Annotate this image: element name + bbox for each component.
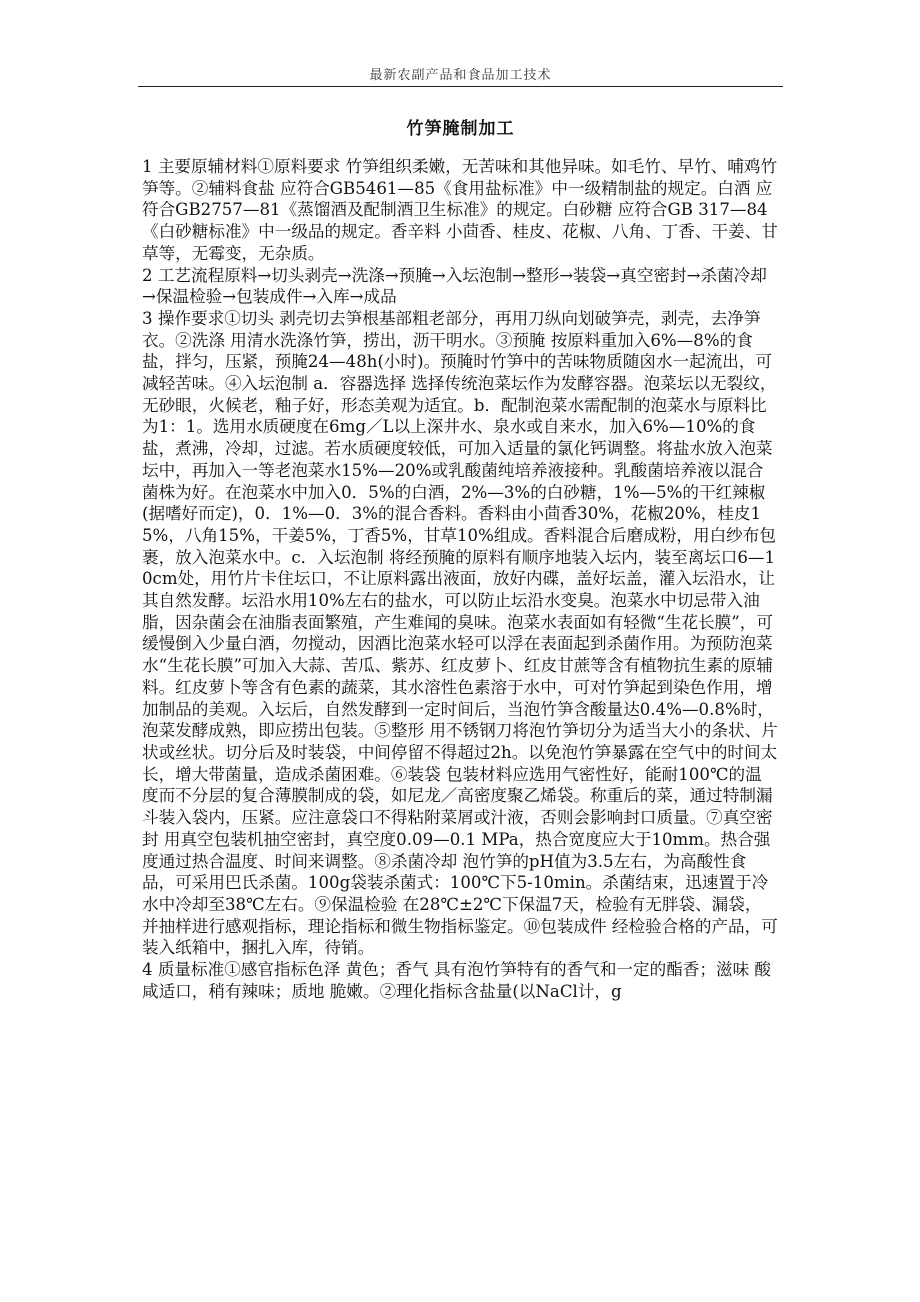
section-quality-standards: 4 质量标准①感官指标色泽 黄色；香气 具有泡竹笋特有的香气和一定的酯香；滋味 酸咸适口，稍有辣味；质地 脆嫩。②理化指标含盐量(以NaCl计，g — [142, 960, 772, 1001]
document-title: 竹笋腌制加工 — [406, 119, 515, 139]
header-rule — [138, 86, 783, 87]
running-header: 最新农副产品和食品加工技术 — [369, 68, 552, 83]
section-raw-materials: 1 主要原辅材料①原料要求 竹笋组织柔嫩，无苦味和其他异味。如毛竹、早竹、哺鸡竹笋等。②辅料食盐 应符合GB5461—85《食用盐标准》中一级精制盐的规定。白酒 应符合GB2757—81《蒸馏酒及配制酒卫生标准》的规定。白砂糖 应符合GB 317—84《白砂糖标准》中一级品的规定。香辛料 小茴香、桂皮、花椒、八角、丁香、干姜、甘草等，无霉变，无杂质。 — [142, 157, 778, 263]
section-process-flow: 2 工艺流程原料→切头剥壳→洗涤→预腌→入坛泡制→整形→装袋→真空密封→杀菌冷却→保温检验→包装成件→入库→成品 — [142, 265, 767, 307]
section-operation-requirements: 3 操作要求①切头 剥壳切去笋根基部粗老部分，再用刀纵向划破笋壳，剥壳，去净笋衣。②洗涤 用清水洗涤竹笋，捞出，沥干明水。③预腌 按原料重加入6%—8%的食盐，拌匀，压紧，预腌24—48h(小时)。预腌时竹笋中的苦味物质随囟水一起流出，可减轻苦味。④入坛泡制 a．容器选择 选择传统泡菜坛作为发酵容器。泡菜坛以无裂纹，无砂眼，火候老，釉子好，形态美观为适宜。b．配制泡菜水需配制的泡菜水与原料比为1：1。选用水质硬度在6mg／L以上深井水、泉水或自来水，加入6%—10%的食盐，煮沸，冷却，过滤。若水质硬度较低，可加入适量的氯化钙调整。将盐水放入泡菜坛中，再加入一等老泡菜水15%—20%或乳酸菌纯培养液接种。乳酸菌培养液以混合菌株为好。在泡菜水中加入0．5%的白酒，2%—3%的白砂糖，1%—5%的干红辣椒(据嗜好而定)，0．1%—0．3%的混合香料。香料由小茴香30%，花椒20%，桂皮15%，八角15%，干姜5%，丁香5%，甘草10%组成。香料混合后磨成粉，用白纱布包裹，放入泡菜水中。c．入坛泡制 将经预腌的原料有顺序地装入坛内，装至离坛口6—10cm处，用竹片卡住坛口，不让原料露出液面，放好内碟，盖好坛盖，灌入坛沿水，让其自然发酵。坛沿水用10%左右的盐水，可以防止坛沿水变臭。泡菜水中切忌带入油脂，因杂菌会在油脂表面繁殖，产生难闻的臭味。泡菜水表面如有轻微“生花长膜”，可缓慢倒入少量白酒，勿搅动，因酒比泡菜水轻可以浮在表面起到杀菌作用。为预防泡菜水“生花长膜”可加入大蒜、苦瓜、紫苏、红皮萝卜、红皮甘蔗等含有植物抗生素的原辅料。红皮萝卜等含有色素的蔬菜，其水溶性色素溶于水中，可对竹笋起到染色作用，增加制品的美观。入坛后，自然发酵到一定时间后，当泡竹笋含酸量达0.4%—0.8%时，泡菜发酵成熟，即应捞出包装。⑤整形 用不锈钢刀将泡竹笋切分为适当大小的条状、片状或丝状。切分后及时装袋，中间停留不得超过2h。以免泡竹笋暴露在空气中的时间太长，增大带菌量，造成杀菌困难。⑥装袋 包装材料应选用气密性好，能耐100℃的温度而不分层的复合薄膜制成的袋，如尼龙／高密度聚乙烯袋。称重后的菜，通过特制漏斗装入袋内，压紧。应注意袋口不得粘附菜屑或汁液，否则会影响封口质量。⑦真空密封 用真空包装机抽空密封，真空度0.09—0.1 MPa，热合宽度应大于10mm。热合强度通过热合温度、时间来调整。⑧杀菌冷却 泡竹笋的pH值为3.5左右，为高酸性食品，可采用巴氏杀菌。100g袋装杀菌式：100℃下5-10min。杀菌结束，迅速置于冷水中冷却至38℃左右。⑨保温检验 在28℃±2℃下保温7天，检验有无胖袋、漏袋，并抽样进行感观指标，理论指标和微生物指标鉴定。⑩包装成件 经检验合格的产品，可装入纸箱中，捆扎入库，待销。 — [142, 308, 778, 958]
document-body — [142, 156, 778, 1286]
